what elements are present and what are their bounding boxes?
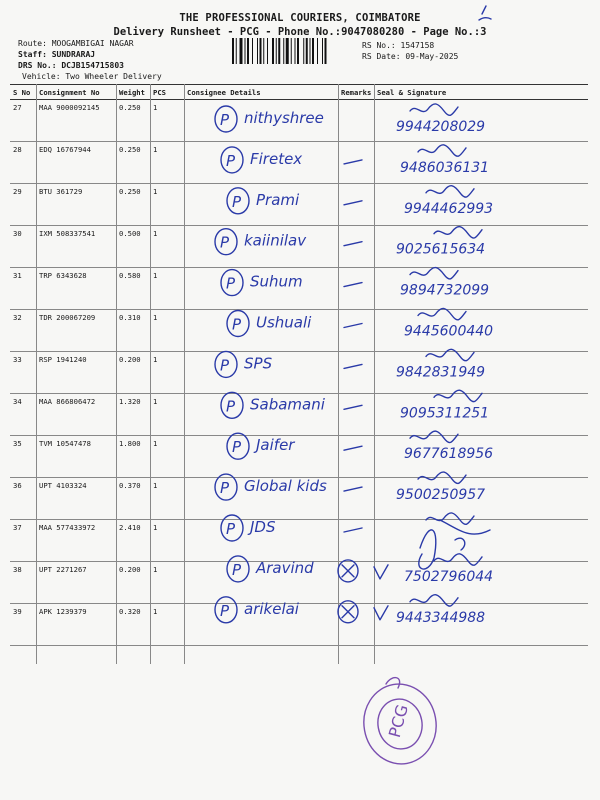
row-weight: 0.310 [116,310,150,352]
p-letter: P [220,233,230,252]
row-sno: 32 [10,310,36,352]
barcode-bar [245,38,246,64]
barcode-bar [291,38,292,64]
row-weight: 1.320 [116,394,150,436]
row-pcs: 1 [150,478,184,520]
handwritten-consignee: Global kids [244,477,327,496]
row-pcs: 1 [150,520,184,562]
row-consignment-no: TVM 10547478 [36,436,116,478]
handwritten-consignee: Jaifer [256,436,295,455]
row-consignment-no: UPT 4103324 [36,478,116,520]
column-divider [374,84,375,664]
row-seal-cell [374,352,588,394]
row-weight: 0.250 [116,142,150,184]
row-consignee-cell [184,226,338,268]
row-remarks-cell [338,184,374,226]
table-row [10,310,588,352]
row-consignment-no: MAA 9000092145 [36,100,116,142]
handwritten-phone: 9842831949 [396,364,486,381]
row-remarks-cell [338,562,374,604]
runsheet-table [10,84,588,664]
barcode-bar [267,38,268,64]
table-row [10,226,588,268]
table-row [10,604,588,646]
row-seal-cell [374,142,588,184]
meta-right [362,40,458,62]
row-sno: 37 [10,520,36,562]
handwritten-consignee: Ushuali [256,313,312,332]
row-seal-cell [374,520,588,562]
table-row [10,352,588,394]
row-weight: 0.200 [116,352,150,394]
table-row [10,562,588,604]
handwritten-consignee: Firetex [250,149,303,168]
row-sno: 38 [10,562,36,604]
row-weight: 0.500 [116,226,150,268]
handwritten-consignee: SPS [244,354,273,373]
stamp-text: PCG [384,702,412,740]
row-consignment-no: MAA 866806472 [36,394,116,436]
table-row [10,268,588,310]
row-pcs: 1 [150,562,184,604]
row-consignee-cell [184,310,338,352]
row-consignee-cell [184,478,338,520]
barcode-bar [252,38,253,64]
row-sno: 34 [10,394,36,436]
handwritten-phone: 9894732099 [400,282,490,299]
row-remarks-cell [338,394,374,436]
barcode-bar [278,38,280,64]
staff-line: Staff: SUNDRARAJ [18,50,96,59]
row-remarks-cell [338,142,374,184]
row-pcs: 1 [150,268,184,310]
row-consignment-no: MAA 577433972 [36,520,116,562]
column-divider [338,84,339,664]
row-remarks-cell [338,436,374,478]
barcode-bar [325,38,327,64]
row-remarks-cell [338,520,374,562]
pcg-stamp [358,678,443,770]
row-sno: 27 [10,100,36,142]
row-consignment-no: EDQ 16767944 [36,142,116,184]
barcode-bar [312,38,314,64]
barcode-bar [310,38,311,64]
handwritten-phone: 9944208029 [396,119,486,135]
p-letter: P [226,520,236,538]
barcode-bar [297,38,299,64]
row-sno: 33 [10,352,36,394]
row-consignee-cell [184,520,338,562]
row-pcs: 1 [150,142,184,184]
handwritten-phone: 9486036131 [400,159,490,176]
handwritten-phone: 9944462993 [404,200,494,217]
row-remarks-cell [338,100,374,142]
col-seal: Seal & Signature [374,85,588,100]
barcode-bar [276,38,277,64]
runsheet-subtitle: Delivery Runsheet - PCG - Phone No.:9047080280 - Page No.:3 [113,26,487,38]
row-consignee-cell [184,184,338,226]
row-pcs: 1 [150,226,184,268]
row-consignee-cell [184,100,338,142]
row-pcs: 1 [150,184,184,226]
row-pcs: 1 [150,352,184,394]
col-remarks: Remarks [338,85,374,100]
row-remarks-cell [338,268,374,310]
handwritten-consignee: Prami [256,190,300,209]
row-sno: 36 [10,478,36,520]
meta-left [18,38,162,82]
handwritten-phone: 9445600440 [404,323,494,340]
row-seal-cell [374,562,588,604]
barcode-bar [295,38,296,64]
p-letter: P [220,479,230,498]
row-consignee-cell [184,268,338,310]
row-weight: 2.410 [116,520,150,562]
table-row [10,184,588,226]
barcode-bar [303,38,304,64]
column-divider [184,84,185,664]
row-pcs: 1 [150,436,184,478]
barcode-bar [236,38,237,64]
row-consignment-no: APK 1239379 [36,604,116,646]
row-consignee-cell [184,352,338,394]
row-seal-cell [374,184,588,226]
handwritten-consignee: arikelai [244,599,299,618]
table-row [10,142,588,184]
barcode-bar [322,38,323,64]
row-weight: 0.200 [116,562,150,604]
p-letter: P [232,315,242,334]
p-letter: P [226,151,236,170]
row-sno: 31 [10,268,36,310]
row-seal-cell [374,226,588,268]
row-weight: 0.320 [116,604,150,646]
row-consignment-no: IXM 508337541 [36,226,116,268]
row-consignment-no: TDR 200067209 [36,310,116,352]
row-consignee-cell [184,601,338,646]
route-line: Route: MOOGAMBIGAI NAGAR [18,39,134,48]
barcode-bar [240,38,243,64]
p-letter: P [220,356,230,375]
row-seal-cell [374,268,588,310]
barcode-bar [257,38,258,64]
p-letter: P [232,560,242,579]
row-sno: 30 [10,226,36,268]
table-row [10,436,588,478]
handwritten-phone: 9095311251 [400,405,490,422]
barcode-bar [232,38,234,64]
barcode-bar [260,38,262,64]
row-remarks-cell [338,478,374,520]
handwritten-consignee: nithyshree [244,109,324,127]
handwritten-consignee: kaiinilav [244,231,307,250]
row-weight: 0.580 [116,268,150,310]
row-remarks-cell [338,604,374,646]
row-seal-cell [374,394,588,436]
staff-name: SUNDRARAJ [51,50,96,59]
row-consignee-cell [184,142,338,184]
barcode-bar [272,38,274,64]
barcode-bar [306,38,308,64]
row-sno: 35 [10,436,36,478]
col-consignee: Consignee Details [184,85,338,100]
col-pcs: PCS [150,85,184,100]
column-divider [150,84,151,664]
row-weight: 0.250 [116,100,150,142]
table-row [10,100,588,142]
drs-number: DCJB154715803 [61,61,124,70]
row-sno: 39 [10,604,36,646]
row-seal-cell [374,310,588,352]
column-divider [36,84,37,664]
row-consignment-no: RSP 1941240 [36,352,116,394]
handwritten-consignee: JDS [250,518,276,536]
row-seal-cell [374,100,588,142]
barcode-bar [283,38,284,64]
rs-number: RS No.: 1547158 [362,41,435,50]
table-row [10,394,588,436]
p-letter: P [220,601,230,620]
company-title: THE PROFESSIONAL COURIERS, COIMBATORE [179,12,421,24]
handwritten-phone: 9677618956 [404,446,494,463]
handwritten-phone: 9025615634 [396,241,486,258]
table-header-row [10,85,588,100]
row-seal-cell [374,604,588,646]
handwritten-phone: 7502796044 [404,568,494,585]
barcode-bar [286,38,289,64]
barcode-bar [317,38,318,64]
row-remarks-cell [338,310,374,352]
rs-date: RS Date: 09-May-2025 [362,52,459,61]
barcode-bar [263,38,264,64]
column-divider [116,84,117,664]
table-row [10,478,588,520]
drs-line: DRS No.: DCJB154715803 [18,61,124,70]
vehicle-line: Vehicle: Two Wheeler Delivery [22,72,162,81]
p-letter: P [220,111,230,129]
row-seal-cell [374,478,588,520]
row-consignee-cell [184,436,338,478]
handwritten-phone: 9500250957 [396,487,486,504]
stamp-loop-icon [386,678,400,688]
row-seal-cell [374,436,588,478]
row-consignee-cell [184,562,338,604]
handwritten-phone: 9443344988 [396,609,486,626]
row-consignment-no: TRP 6343628 [36,268,116,310]
row-weight: 0.370 [116,478,150,520]
row-weight: 1.800 [116,436,150,478]
row-pcs: 1 [150,310,184,352]
row-consignment-no: UPT 2271267 [36,562,116,604]
col-sno: S No [10,85,36,100]
p-letter: P [232,192,242,211]
handwritten-consignee: Suhum [250,272,303,291]
row-pcs: 1 [150,604,184,646]
col-weight: Weight [116,85,150,100]
barcode-image [232,38,358,64]
row-weight: 0.250 [116,184,150,226]
table-row [10,520,588,562]
row-pcs: 1 [150,394,184,436]
row-consignee-cell [184,394,338,436]
col-consignment: Consignment No [36,85,116,100]
p-letter: P [226,397,236,416]
handwritten-consignee: Aravind [256,558,314,577]
row-remarks-cell [338,226,374,268]
row-sno: 28 [10,142,36,184]
p-letter: P [232,438,242,457]
row-sno: 29 [10,184,36,226]
p-letter: P [226,274,236,293]
row-consignment-no: BTU 361729 [36,184,116,226]
row-pcs: 1 [150,100,184,142]
barcode-bar [247,38,249,64]
row-remarks-cell [338,352,374,394]
handwritten-consignee: Sabamani [250,395,325,414]
